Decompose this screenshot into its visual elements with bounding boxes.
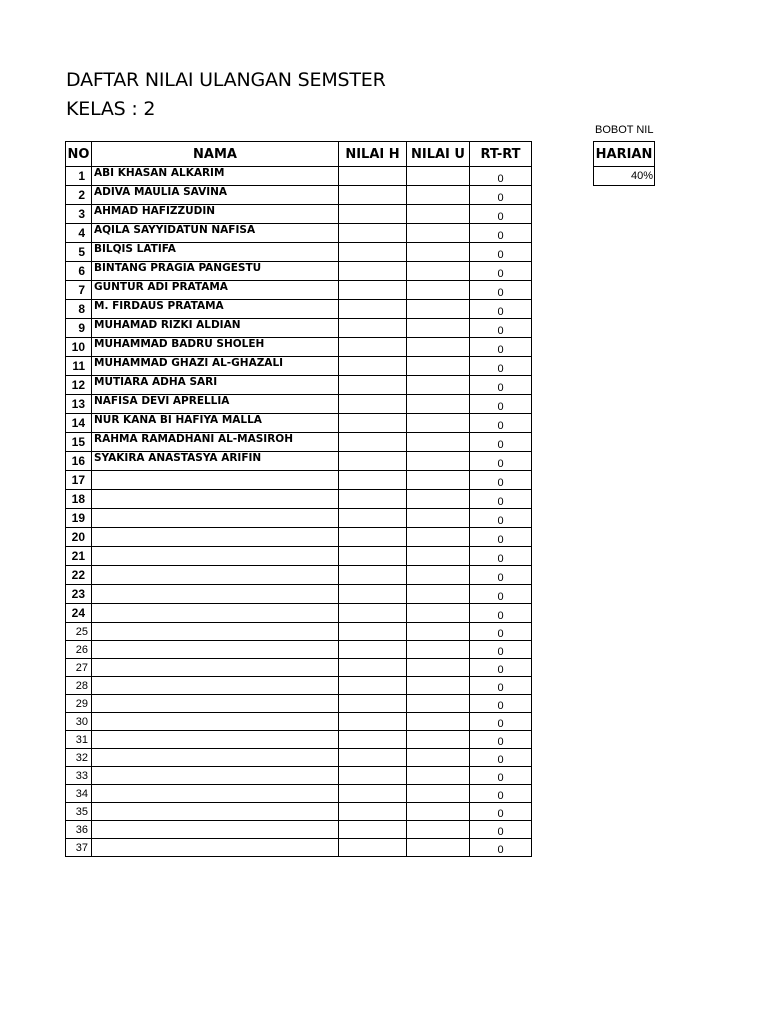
nilai-u-cell[interactable] bbox=[407, 338, 470, 357]
table-row bbox=[66, 585, 532, 604]
rt-rt-cell[interactable]: 0 bbox=[470, 713, 532, 731]
row-number: 2 bbox=[66, 186, 92, 205]
rt-rt-cell[interactable]: 0 bbox=[470, 243, 532, 262]
nilai-h-cell[interactable] bbox=[339, 604, 407, 623]
nilai-h-cell[interactable] bbox=[339, 566, 407, 585]
nilai-h-cell[interactable] bbox=[339, 749, 407, 767]
nilai-u-cell[interactable] bbox=[407, 547, 470, 566]
student-name[interactable] bbox=[92, 528, 339, 547]
nilai-u-cell[interactable] bbox=[407, 566, 470, 585]
table-row bbox=[66, 205, 532, 224]
nilai-u-cell[interactable] bbox=[407, 839, 470, 857]
row-number: 11 bbox=[66, 357, 92, 376]
rt-rt-cell[interactable]: 0 bbox=[470, 281, 532, 300]
student-name[interactable] bbox=[92, 821, 339, 839]
row-number: 25 bbox=[66, 623, 92, 641]
student-name[interactable] bbox=[92, 803, 339, 821]
student-name[interactable]: SYAKIRA ANASTASYA ARIFIN bbox=[92, 452, 339, 471]
table-row bbox=[66, 731, 532, 749]
nilai-h-cell[interactable] bbox=[339, 839, 407, 857]
rt-rt-cell[interactable]: 0 bbox=[470, 785, 532, 803]
nilai-h-cell[interactable] bbox=[339, 695, 407, 713]
table-row bbox=[66, 623, 532, 641]
row-number: 1 bbox=[66, 167, 92, 186]
nilai-u-cell[interactable] bbox=[407, 319, 470, 338]
nilai-h-cell[interactable] bbox=[339, 490, 407, 509]
row-number: 33 bbox=[66, 767, 92, 785]
nilai-h-cell[interactable] bbox=[339, 585, 407, 604]
nilai-u-cell[interactable] bbox=[407, 713, 470, 731]
row-number: 32 bbox=[66, 749, 92, 767]
header-row bbox=[66, 142, 532, 167]
nilai-h-cell[interactable] bbox=[339, 528, 407, 547]
table-row bbox=[66, 695, 532, 713]
table-row bbox=[66, 186, 532, 205]
nilai-u-cell[interactable] bbox=[407, 623, 470, 641]
nilai-u-cell[interactable] bbox=[407, 585, 470, 604]
nilai-u-cell[interactable] bbox=[407, 604, 470, 623]
nilai-u-cell[interactable] bbox=[407, 767, 470, 785]
rt-rt-cell[interactable]: 0 bbox=[470, 471, 532, 490]
student-name[interactable]: ABI KHASAN ALKARIM bbox=[92, 167, 339, 186]
nilai-u-cell[interactable] bbox=[407, 731, 470, 749]
table-row bbox=[66, 785, 532, 803]
rt-rt-cell[interactable]: 0 bbox=[470, 749, 532, 767]
row-number: 20 bbox=[66, 528, 92, 547]
student-name[interactable]: BILQIS LATIFA bbox=[92, 243, 339, 262]
row-number: 19 bbox=[66, 509, 92, 528]
nilai-u-cell[interactable] bbox=[407, 167, 470, 186]
row-number: 12 bbox=[66, 376, 92, 395]
student-name[interactable]: MUHAMMAD GHAZI AL-GHAZALI bbox=[92, 357, 339, 376]
nilai-h-cell[interactable] bbox=[339, 376, 407, 395]
table-row bbox=[66, 224, 532, 243]
nilai-h-cell[interactable] bbox=[339, 357, 407, 376]
nilai-h-cell[interactable] bbox=[339, 300, 407, 319]
student-name[interactable]: GUNTUR ADI PRATAMA bbox=[92, 281, 339, 300]
student-name[interactable]: RAHMA RAMADHANI AL-MASIROH bbox=[92, 433, 339, 452]
rt-rt-cell[interactable]: 0 bbox=[470, 205, 532, 224]
nilai-h-cell[interactable] bbox=[339, 224, 407, 243]
table-row bbox=[66, 803, 532, 821]
rt-rt-cell[interactable]: 0 bbox=[470, 803, 532, 821]
nilai-u-cell[interactable] bbox=[407, 490, 470, 509]
student-name[interactable]: MUHAMMAD BADRU SHOLEH bbox=[92, 338, 339, 357]
nilai-h-cell[interactable] bbox=[339, 677, 407, 695]
row-number: 30 bbox=[66, 713, 92, 731]
nilai-u-cell[interactable] bbox=[407, 281, 470, 300]
table-row bbox=[66, 641, 532, 659]
row-number: 37 bbox=[66, 839, 92, 857]
nilai-h-cell[interactable] bbox=[339, 319, 407, 338]
nilai-h-cell[interactable] bbox=[339, 281, 407, 300]
row-number: 34 bbox=[66, 785, 92, 803]
table-row bbox=[66, 659, 532, 677]
table-row bbox=[66, 604, 532, 623]
nilai-u-cell[interactable] bbox=[407, 376, 470, 395]
nilai-u-cell[interactable] bbox=[407, 205, 470, 224]
student-name[interactable]: MUTIARA ADHA SARI bbox=[92, 376, 339, 395]
rt-rt-cell[interactable]: 0 bbox=[470, 839, 532, 857]
nilai-h-cell[interactable] bbox=[339, 731, 407, 749]
nilai-u-cell[interactable] bbox=[407, 262, 470, 281]
table-row bbox=[66, 262, 532, 281]
row-number: 9 bbox=[66, 319, 92, 338]
student-name[interactable] bbox=[92, 547, 339, 566]
nilai-h-cell[interactable] bbox=[339, 509, 407, 528]
nilai-h-cell[interactable] bbox=[339, 623, 407, 641]
header-nilai-h: NILAI H bbox=[339, 142, 407, 167]
nilai-u-cell[interactable] bbox=[407, 509, 470, 528]
table-row bbox=[66, 566, 532, 585]
nilai-h-cell[interactable] bbox=[339, 395, 407, 414]
table-row bbox=[66, 395, 532, 414]
rt-rt-cell[interactable]: 0 bbox=[470, 186, 532, 205]
row-number: 24 bbox=[66, 604, 92, 623]
table-row bbox=[66, 300, 532, 319]
student-name[interactable] bbox=[92, 749, 339, 767]
nilai-h-cell[interactable] bbox=[339, 803, 407, 821]
rt-rt-cell[interactable]: 0 bbox=[470, 224, 532, 243]
table-row bbox=[66, 338, 532, 357]
row-number: 15 bbox=[66, 433, 92, 452]
rt-rt-cell[interactable]: 0 bbox=[470, 623, 532, 641]
grades-table bbox=[65, 141, 532, 857]
student-name[interactable]: AHMAD HAFIZZUDIN bbox=[92, 205, 339, 224]
bobot-value-harian[interactable]: 40% bbox=[594, 167, 655, 186]
bobot-label: BOBOT NIL bbox=[595, 124, 654, 136]
nilai-u-cell[interactable] bbox=[407, 528, 470, 547]
student-name[interactable] bbox=[92, 566, 339, 585]
rt-rt-cell[interactable]: 0 bbox=[470, 319, 532, 338]
nilai-u-cell[interactable] bbox=[407, 749, 470, 767]
rt-rt-cell[interactable]: 0 bbox=[470, 433, 532, 452]
header-no: NO bbox=[66, 142, 92, 167]
rt-rt-cell[interactable]: 0 bbox=[470, 547, 532, 566]
rt-rt-cell[interactable]: 0 bbox=[470, 452, 532, 471]
nilai-u-cell[interactable] bbox=[407, 186, 470, 205]
nilai-h-cell[interactable] bbox=[339, 785, 407, 803]
nilai-h-cell[interactable] bbox=[339, 767, 407, 785]
nilai-u-cell[interactable] bbox=[407, 452, 470, 471]
student-name[interactable]: M. FIRDAUS PRATAMA bbox=[92, 300, 339, 319]
rt-rt-cell[interactable]: 0 bbox=[470, 300, 532, 319]
row-number: 14 bbox=[66, 414, 92, 433]
nilai-u-cell[interactable] bbox=[407, 821, 470, 839]
row-number: 13 bbox=[66, 395, 92, 414]
table-row bbox=[66, 528, 532, 547]
nilai-h-cell[interactable] bbox=[339, 338, 407, 357]
row-number: 10 bbox=[66, 338, 92, 357]
student-name[interactable] bbox=[92, 767, 339, 785]
row-number: 23 bbox=[66, 585, 92, 604]
nilai-h-cell[interactable] bbox=[339, 471, 407, 490]
student-name[interactable] bbox=[92, 509, 339, 528]
table-row bbox=[66, 509, 532, 528]
nilai-h-cell[interactable] bbox=[339, 186, 407, 205]
rt-rt-cell[interactable]: 0 bbox=[470, 604, 532, 623]
student-name[interactable] bbox=[92, 585, 339, 604]
rt-rt-cell[interactable]: 0 bbox=[470, 357, 532, 376]
bobot-header-harian: HARIAN bbox=[594, 142, 655, 167]
row-number: 17 bbox=[66, 471, 92, 490]
class-label: KELAS : 2 bbox=[66, 98, 156, 120]
row-number: 21 bbox=[66, 547, 92, 566]
nilai-u-cell[interactable] bbox=[407, 471, 470, 490]
nilai-h-cell[interactable] bbox=[339, 821, 407, 839]
nilai-h-cell[interactable] bbox=[339, 243, 407, 262]
nilai-u-cell[interactable] bbox=[407, 243, 470, 262]
nilai-u-cell[interactable] bbox=[407, 641, 470, 659]
student-name[interactable]: BINTANG PRAGIA PANGESTU bbox=[92, 262, 339, 281]
row-number: 7 bbox=[66, 281, 92, 300]
table-row bbox=[66, 414, 532, 433]
nilai-h-cell[interactable] bbox=[339, 205, 407, 224]
rt-rt-cell[interactable]: 0 bbox=[470, 509, 532, 528]
table-row bbox=[66, 167, 532, 186]
nilai-h-cell[interactable] bbox=[339, 641, 407, 659]
table-row bbox=[66, 767, 532, 785]
row-number: 18 bbox=[66, 490, 92, 509]
rt-rt-cell[interactable]: 0 bbox=[470, 528, 532, 547]
student-name[interactable] bbox=[92, 471, 339, 490]
student-name[interactable] bbox=[92, 731, 339, 749]
row-number: 35 bbox=[66, 803, 92, 821]
row-number: 27 bbox=[66, 659, 92, 677]
nilai-h-cell[interactable] bbox=[339, 167, 407, 186]
header-nama: NAMA bbox=[92, 142, 339, 167]
nilai-u-cell[interactable] bbox=[407, 395, 470, 414]
row-number: 22 bbox=[66, 566, 92, 585]
student-name[interactable] bbox=[92, 785, 339, 803]
student-name[interactable] bbox=[92, 641, 339, 659]
nilai-h-cell[interactable] bbox=[339, 433, 407, 452]
table-row bbox=[66, 452, 532, 471]
row-number: 3 bbox=[66, 205, 92, 224]
table-row bbox=[66, 821, 532, 839]
rt-rt-cell[interactable]: 0 bbox=[470, 566, 532, 585]
row-number: 16 bbox=[66, 452, 92, 471]
student-name[interactable]: ADIVA MAULIA SAVINA bbox=[92, 186, 339, 205]
rt-rt-cell[interactable]: 0 bbox=[470, 414, 532, 433]
page-title: DAFTAR NILAI ULANGAN SEMSTER bbox=[66, 69, 386, 91]
rt-rt-cell[interactable]: 0 bbox=[470, 262, 532, 281]
row-number: 5 bbox=[66, 243, 92, 262]
nilai-h-cell[interactable] bbox=[339, 713, 407, 731]
table-row bbox=[66, 677, 532, 695]
nilai-h-cell[interactable] bbox=[339, 262, 407, 281]
student-name[interactable]: MUHAMAD RIZKI ALDIAN bbox=[92, 319, 339, 338]
bobot-table bbox=[593, 141, 655, 186]
row-number: 26 bbox=[66, 641, 92, 659]
nilai-u-cell[interactable] bbox=[407, 433, 470, 452]
student-name[interactable] bbox=[92, 677, 339, 695]
table-row bbox=[66, 357, 532, 376]
nilai-u-cell[interactable] bbox=[407, 224, 470, 243]
rt-rt-cell[interactable]: 0 bbox=[470, 767, 532, 785]
rt-rt-cell[interactable]: 0 bbox=[470, 659, 532, 677]
table-row bbox=[66, 839, 532, 857]
rt-rt-cell[interactable]: 0 bbox=[470, 167, 532, 186]
table-row bbox=[66, 281, 532, 300]
header-nilai-u: NILAI U bbox=[407, 142, 470, 167]
nilai-h-cell[interactable] bbox=[339, 452, 407, 471]
rt-rt-cell[interactable]: 0 bbox=[470, 821, 532, 839]
nilai-u-cell[interactable] bbox=[407, 803, 470, 821]
nilai-u-cell[interactable] bbox=[407, 677, 470, 695]
row-number: 6 bbox=[66, 262, 92, 281]
row-number: 4 bbox=[66, 224, 92, 243]
table-row bbox=[66, 433, 532, 452]
nilai-u-cell[interactable] bbox=[407, 785, 470, 803]
nilai-u-cell[interactable] bbox=[407, 300, 470, 319]
row-number: 29 bbox=[66, 695, 92, 713]
student-name[interactable]: NAFISA DEVI APRELLIA bbox=[92, 395, 339, 414]
student-name[interactable]: AQILA SAYYIDATUN NAFISA bbox=[92, 224, 339, 243]
rt-rt-cell[interactable]: 0 bbox=[470, 376, 532, 395]
table-row bbox=[66, 243, 532, 262]
row-number: 31 bbox=[66, 731, 92, 749]
table-row bbox=[66, 471, 532, 490]
rt-rt-cell[interactable]: 0 bbox=[470, 677, 532, 695]
student-name[interactable] bbox=[92, 490, 339, 509]
row-number: 8 bbox=[66, 300, 92, 319]
table-row bbox=[66, 547, 532, 566]
table-row bbox=[66, 376, 532, 395]
rt-rt-cell[interactable]: 0 bbox=[470, 585, 532, 604]
table-row bbox=[66, 490, 532, 509]
student-name[interactable] bbox=[92, 713, 339, 731]
rt-rt-cell[interactable]: 0 bbox=[470, 338, 532, 357]
student-name[interactable] bbox=[92, 659, 339, 677]
rt-rt-cell[interactable]: 0 bbox=[470, 695, 532, 713]
rt-rt-cell[interactable]: 0 bbox=[470, 490, 532, 509]
student-name[interactable] bbox=[92, 695, 339, 713]
table-row bbox=[66, 713, 532, 731]
nilai-u-cell[interactable] bbox=[407, 414, 470, 433]
nilai-u-cell[interactable] bbox=[407, 695, 470, 713]
student-name[interactable] bbox=[92, 839, 339, 857]
row-number: 36 bbox=[66, 821, 92, 839]
student-name[interactable]: NUR KANA BI HAFIYA MALLA bbox=[92, 414, 339, 433]
header-rt-rt: RT-RT bbox=[470, 142, 532, 167]
nilai-h-cell[interactable] bbox=[339, 414, 407, 433]
rt-rt-cell[interactable]: 0 bbox=[470, 395, 532, 414]
rt-rt-cell[interactable]: 0 bbox=[470, 731, 532, 749]
table-row bbox=[66, 749, 532, 767]
nilai-u-cell[interactable] bbox=[407, 659, 470, 677]
nilai-u-cell[interactable] bbox=[407, 357, 470, 376]
student-name[interactable] bbox=[92, 604, 339, 623]
student-name[interactable] bbox=[92, 623, 339, 641]
table-row bbox=[66, 319, 532, 338]
nilai-h-cell[interactable] bbox=[339, 659, 407, 677]
nilai-h-cell[interactable] bbox=[339, 547, 407, 566]
rt-rt-cell[interactable]: 0 bbox=[470, 641, 532, 659]
row-number: 28 bbox=[66, 677, 92, 695]
